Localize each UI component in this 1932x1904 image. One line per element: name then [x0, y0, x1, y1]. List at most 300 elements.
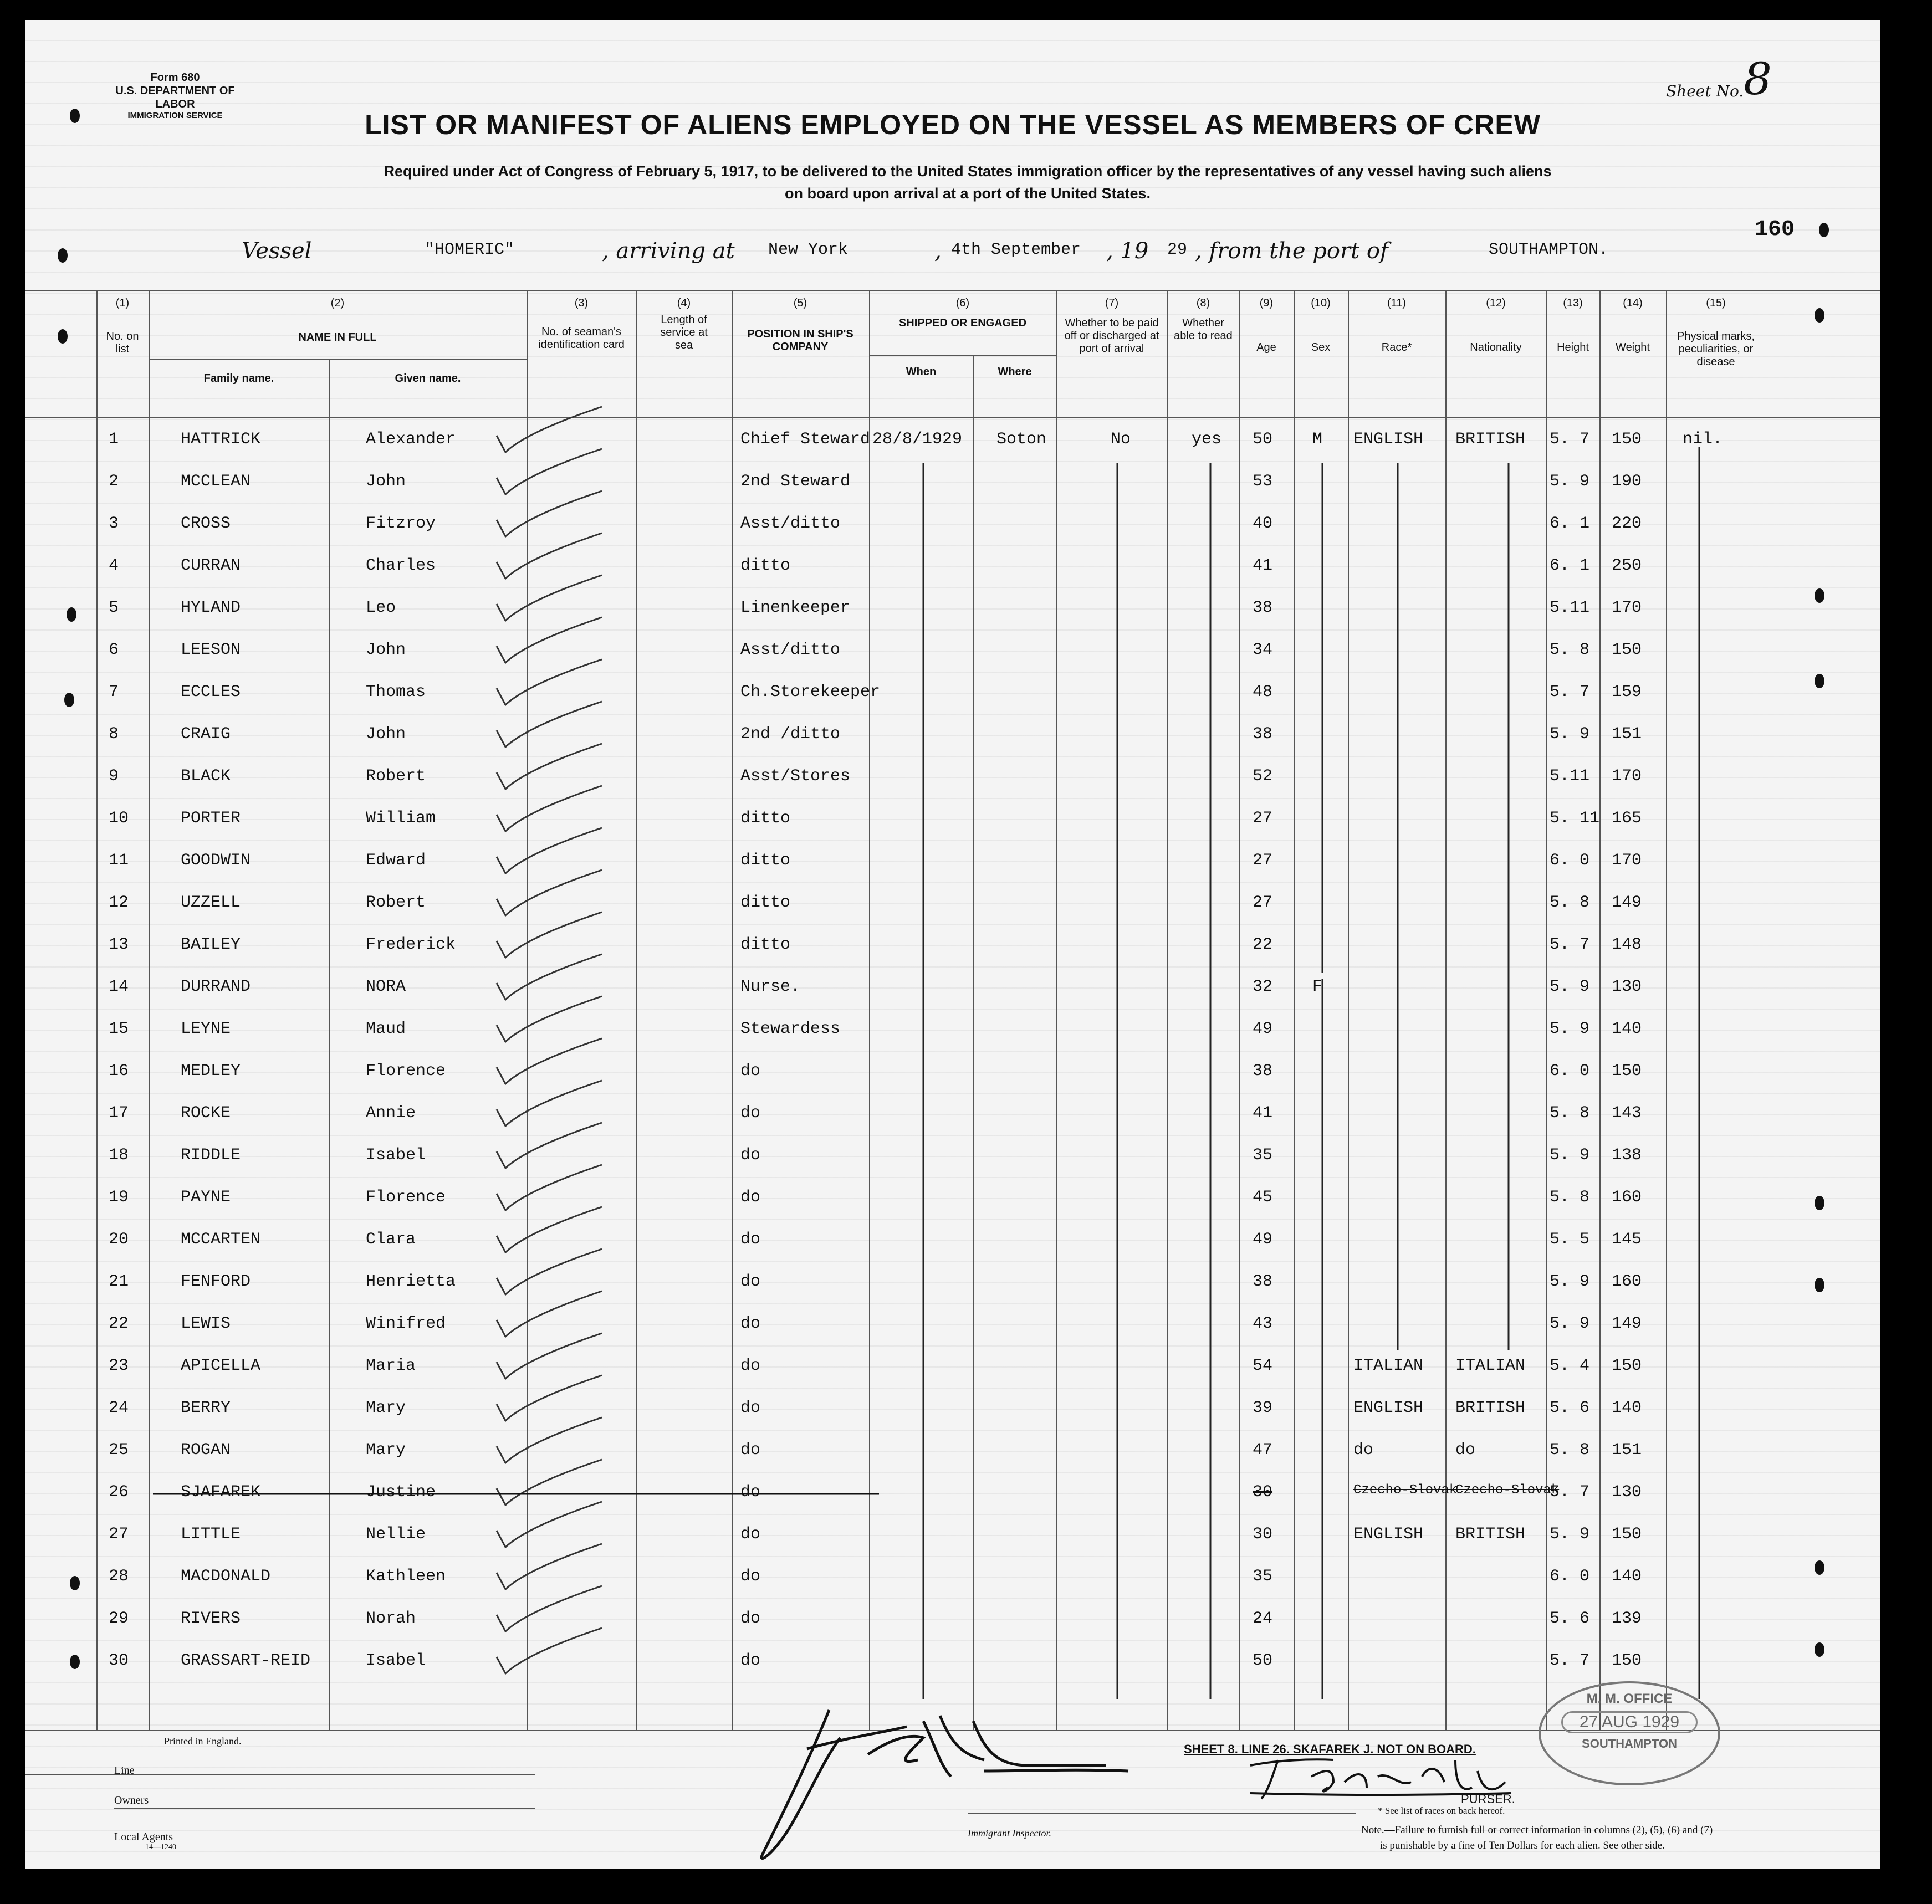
check-mark	[497, 1123, 602, 1168]
weight: 160	[1612, 1188, 1642, 1207]
given-name: Henrietta	[366, 1272, 456, 1291]
race: ENGLISH	[1353, 430, 1424, 449]
family-name: BAILEY	[181, 935, 241, 954]
height: 5. 9	[1550, 472, 1590, 491]
row-number: 12	[109, 893, 129, 912]
row-number: 24	[109, 1399, 129, 1417]
race: ENGLISH	[1353, 1525, 1424, 1544]
weight: 150	[1612, 1357, 1642, 1375]
position: do	[740, 1146, 761, 1165]
position: Chief Steward	[740, 430, 871, 449]
col-1-header: No. on list	[106, 330, 139, 355]
check-mark	[497, 912, 602, 958]
family-name: MCCLEAN	[181, 472, 251, 491]
family-name: HATTRICK	[181, 430, 261, 449]
row-number: 2	[109, 472, 119, 491]
age: 41	[1253, 1104, 1273, 1123]
manifest-page	[25, 20, 1880, 1869]
family-name: ROCKE	[181, 1104, 231, 1123]
age: 39	[1253, 1399, 1273, 1417]
row-number: 13	[109, 935, 129, 954]
col-12-header: Nationality	[1470, 341, 1522, 354]
weight: 170	[1612, 598, 1642, 617]
position: do	[740, 1399, 761, 1417]
check-mark	[497, 996, 602, 1042]
col-4-number: (4)	[677, 297, 691, 309]
check-mark	[497, 1249, 602, 1294]
paid-off: No	[1111, 430, 1131, 449]
col-6-header: SHIPPED OR ENGAGED	[898, 317, 1027, 329]
col-11-header: Race*	[1381, 341, 1412, 354]
check-mark	[497, 870, 602, 915]
col-2-header: NAME IN FULL	[298, 331, 377, 344]
row-number: 27	[109, 1525, 129, 1544]
from-label: , from the port of	[1195, 238, 1388, 264]
check-mark	[497, 617, 602, 663]
note-line-1: Note.—Failure to furnish full or correct information in columns (2), (5), (6) and (7)	[1361, 1824, 1713, 1836]
weight: 151	[1612, 1441, 1642, 1460]
age: 27	[1253, 809, 1273, 828]
check-mark	[497, 1333, 602, 1379]
height: 5. 9	[1550, 1272, 1590, 1291]
given-name: Thomas	[366, 683, 426, 702]
given-name: Fitzroy	[366, 514, 436, 533]
weight: 149	[1612, 893, 1642, 912]
age: 27	[1253, 893, 1273, 912]
race: Czecho-Slovak	[1353, 1483, 1458, 1498]
weight: 151	[1612, 725, 1642, 744]
row-number: 10	[109, 809, 129, 828]
year-suffix: 29	[1167, 240, 1188, 259]
height: 5. 9	[1550, 1020, 1590, 1038]
weight: 130	[1612, 977, 1642, 996]
col-10-number: (10)	[1311, 297, 1331, 309]
check-mark	[497, 491, 602, 536]
family-name: RIDDLE	[181, 1146, 241, 1165]
weight: 139	[1612, 1609, 1642, 1628]
page-count: 160	[1755, 217, 1795, 242]
weight: 140	[1612, 1399, 1642, 1417]
service: IMMIGRATION SERVICE	[127, 111, 223, 120]
age: 30	[1253, 1525, 1273, 1544]
col-5-number: (5)	[793, 297, 807, 309]
position: ditto	[740, 851, 791, 870]
age: 49	[1253, 1230, 1273, 1249]
age: 22	[1253, 935, 1273, 954]
agents-label: Local Agents	[114, 1831, 173, 1843]
year-prefix: , 19	[1106, 238, 1149, 264]
family-name: UZZELL	[181, 893, 241, 912]
weight: 190	[1612, 472, 1642, 491]
row-number: 5	[109, 598, 119, 617]
from-port: SOUTHAMPTON.	[1489, 240, 1609, 259]
col-14-number: (14)	[1623, 297, 1643, 309]
family-name: CROSS	[181, 514, 231, 533]
col-15-number: (15)	[1706, 297, 1726, 309]
check-mark	[497, 1544, 602, 1589]
age: 35	[1253, 1567, 1273, 1586]
col-11-number: (11)	[1387, 297, 1407, 309]
position: do	[740, 1525, 761, 1544]
family-name: FENFORD	[181, 1272, 251, 1291]
age: 41	[1253, 556, 1273, 575]
height: 5. 8	[1550, 893, 1590, 912]
given-name: Leo	[366, 598, 396, 617]
given-name: Charles	[366, 556, 436, 575]
given-name: John	[366, 725, 406, 744]
col-2b-header: Given name.	[395, 372, 461, 385]
sex: M	[1312, 430, 1323, 449]
height: 5. 6	[1550, 1399, 1590, 1417]
sex: F	[1312, 977, 1323, 996]
check-mark	[497, 1291, 602, 1337]
family-name: LEESON	[181, 641, 241, 659]
nationality: do	[1455, 1441, 1476, 1460]
check-mark	[497, 1502, 602, 1547]
given-name: Edward	[366, 851, 426, 870]
printed-in: Printed in England.	[164, 1736, 242, 1747]
age: 45	[1253, 1188, 1273, 1207]
height: 5. 4	[1550, 1357, 1590, 1375]
department: U.S. DEPARTMENT OF LABOR	[115, 85, 235, 110]
row-number: 1	[109, 430, 119, 449]
row-number: 11	[109, 851, 129, 870]
position: ditto	[740, 935, 791, 954]
height: 5. 7	[1550, 430, 1590, 449]
check-mark	[497, 1207, 602, 1252]
col-6a-header: When	[906, 366, 937, 378]
weight: 160	[1612, 1272, 1642, 1291]
position: do	[740, 1272, 761, 1291]
given-name: Mary	[366, 1441, 406, 1460]
row-number: 30	[109, 1651, 129, 1670]
check-mark	[497, 1081, 602, 1126]
weight: 220	[1612, 514, 1642, 533]
check-mark	[497, 1628, 602, 1673]
col-6b-header: Where	[998, 366, 1032, 378]
vessel-name: "HOMERIC"	[425, 240, 515, 259]
age: 35	[1253, 1146, 1273, 1165]
weight: 140	[1612, 1567, 1642, 1586]
race: ITALIAN	[1353, 1357, 1424, 1375]
vessel-label: Vessel	[242, 238, 312, 264]
age: 48	[1253, 683, 1273, 702]
age: 38	[1253, 598, 1273, 617]
col-5-header: POSITION IN SHIP'S COMPANY	[747, 328, 853, 353]
line-label: Line	[114, 1764, 135, 1777]
weight: 145	[1612, 1230, 1642, 1249]
ditto-and-check-marks	[25, 20, 1880, 1869]
weight: 165	[1612, 809, 1642, 828]
col-8-header: Whether able to read	[1174, 317, 1233, 342]
position: 2nd /ditto	[740, 725, 841, 744]
family-name: PORTER	[181, 809, 241, 828]
height: 6. 0	[1550, 1062, 1590, 1081]
col-13-number: (13)	[1563, 297, 1583, 309]
arriving-label: , arriving at	[602, 238, 735, 264]
check-mark	[497, 1165, 602, 1210]
col-1-number: (1)	[115, 297, 130, 309]
position: do	[740, 1062, 761, 1081]
inspector-label: Immigrant Inspector.	[968, 1828, 1051, 1839]
family-name: GOODWIN	[181, 851, 251, 870]
weight: 149	[1612, 1314, 1642, 1333]
weight: 159	[1612, 683, 1642, 702]
weight: 148	[1612, 935, 1642, 954]
age: 40	[1253, 514, 1273, 533]
weight: 170	[1612, 851, 1642, 870]
col-6-number: (6)	[955, 297, 970, 309]
row-number: 16	[109, 1062, 129, 1081]
family-name: MACDONALD	[181, 1567, 271, 1586]
given-name: Frederick	[366, 935, 456, 954]
row-number: 23	[109, 1357, 129, 1375]
weight: 150	[1612, 1525, 1642, 1544]
weight: 140	[1612, 1020, 1642, 1038]
age: 32	[1253, 977, 1273, 996]
position: do	[740, 1609, 761, 1628]
position: do	[740, 1188, 761, 1207]
family-name: HYLAND	[181, 598, 241, 617]
weight: 150	[1612, 430, 1642, 449]
age: 49	[1253, 1020, 1273, 1038]
family-name: APICELLA	[181, 1357, 261, 1375]
height: 6. 0	[1550, 1567, 1590, 1586]
height: 5. 5	[1550, 1230, 1590, 1249]
row-number: 21	[109, 1272, 129, 1291]
given-name: Norah	[366, 1609, 416, 1628]
age: 43	[1253, 1314, 1273, 1333]
nationality: ITALIAN	[1455, 1357, 1526, 1375]
height: 6. 1	[1550, 514, 1590, 533]
check-mark	[497, 1375, 602, 1421]
height: 5. 7	[1550, 1651, 1590, 1670]
check-mark	[497, 407, 602, 452]
family-name: CRAIG	[181, 725, 231, 744]
col-13-header: Height	[1557, 341, 1589, 354]
footer-rule	[25, 1774, 535, 1775]
height: 6. 0	[1550, 851, 1590, 870]
nationality: Czecho-Slovak	[1455, 1483, 1560, 1498]
col-9-header: Age	[1256, 341, 1276, 354]
age: 27	[1253, 851, 1273, 870]
agents-code: 14—1240	[145, 1843, 176, 1851]
age: 47	[1253, 1441, 1273, 1460]
position: do	[740, 1104, 761, 1123]
col-15-header: Physical marks, peculiarities, or disease	[1677, 330, 1755, 368]
age: 54	[1253, 1357, 1273, 1375]
purser-signature	[1245, 1749, 1533, 1810]
stamp-date: 27 AUG 1929	[1561, 1711, 1698, 1733]
position: Linenkeeper	[740, 598, 851, 617]
col-2-number: (2)	[330, 297, 345, 309]
check-mark	[497, 449, 602, 494]
given-name: Kathleen	[366, 1567, 446, 1586]
check-mark	[497, 1586, 602, 1631]
age: 53	[1253, 472, 1273, 491]
weight: 170	[1612, 767, 1642, 786]
height: 5. 7	[1550, 1483, 1590, 1502]
check-mark	[497, 1460, 602, 1505]
row-number: 18	[109, 1146, 129, 1165]
able-to-read: yes	[1192, 430, 1222, 449]
age: 38	[1253, 725, 1273, 744]
check-mark	[497, 533, 602, 579]
height: 5. 6	[1550, 1609, 1590, 1628]
arrival-date: 4th September	[951, 240, 1081, 259]
row-number: 17	[109, 1104, 129, 1123]
position: Nurse.	[740, 977, 801, 996]
height: 5. 8	[1550, 1104, 1590, 1123]
stamp-top: M. M. OFFICE	[1586, 1691, 1673, 1706]
col-4-header: Length of service at sea	[660, 314, 708, 351]
office-stamp	[1539, 1681, 1720, 1785]
height: 5. 7	[1550, 935, 1590, 954]
col-8-number: (8)	[1196, 297, 1210, 309]
row-number: 4	[109, 556, 119, 575]
position: do	[740, 1230, 761, 1249]
col-12-number: (12)	[1486, 297, 1506, 309]
family-name: BLACK	[181, 767, 231, 786]
row-number: 3	[109, 514, 119, 533]
row-number: 26	[109, 1483, 129, 1502]
family-name: MCCARTEN	[181, 1230, 261, 1249]
family-name: LEWIS	[181, 1314, 231, 1333]
row-number: 29	[109, 1609, 129, 1628]
row-number: 14	[109, 977, 129, 996]
position: do	[740, 1651, 761, 1670]
given-name: Annie	[366, 1104, 416, 1123]
family-name: DURRAND	[181, 977, 251, 996]
row-number: 28	[109, 1567, 129, 1586]
family-name: MEDLEY	[181, 1062, 241, 1081]
height: 5. 9	[1550, 977, 1590, 996]
position: do	[740, 1483, 761, 1502]
sheet-number: 8	[1744, 53, 1772, 105]
height: 6. 1	[1550, 556, 1590, 575]
weight: 250	[1612, 556, 1642, 575]
shipped-where: Soton	[996, 430, 1047, 449]
row-number: 8	[109, 725, 119, 744]
subtitle-line-1: Required under Act of Congress of February 5, 1917, to be delivered to the United States immigration officer by the representatives of any vessel having such aliens	[384, 163, 1552, 180]
height: 5.11	[1550, 598, 1590, 617]
check-mark	[497, 786, 602, 831]
height: 5. 8	[1550, 641, 1590, 659]
position: 2nd Steward	[740, 472, 851, 491]
family-name: PAYNE	[181, 1188, 231, 1207]
age: 50	[1253, 430, 1273, 449]
weight: 130	[1612, 1483, 1642, 1502]
inspector-signature	[740, 1688, 1173, 1871]
nationality: BRITISH	[1455, 1399, 1526, 1417]
family-name: SJAFAREK	[181, 1483, 261, 1502]
height: 5.11	[1550, 767, 1590, 786]
height: 5. 8	[1550, 1188, 1590, 1207]
age: 52	[1253, 767, 1273, 786]
position: do	[740, 1441, 761, 1460]
family-name: ROGAN	[181, 1441, 231, 1460]
weight: 150	[1612, 641, 1642, 659]
given-name: Mary	[366, 1399, 406, 1417]
given-name: Justine	[366, 1483, 436, 1502]
age: 38	[1253, 1272, 1273, 1291]
given-name: Florence	[366, 1062, 446, 1081]
given-name: Winifred	[366, 1314, 446, 1333]
given-name: John	[366, 641, 406, 659]
height: 5. 9	[1550, 1146, 1590, 1165]
position: Asst/ditto	[740, 514, 841, 533]
family-name: LEYNE	[181, 1020, 231, 1038]
subtitle-line-2: on board upon arrival at a port of the United States.	[784, 185, 1151, 202]
stamp-bottom: SOUTHAMPTON	[1582, 1737, 1677, 1751]
given-name: Maria	[366, 1357, 416, 1375]
given-name: William	[366, 809, 436, 828]
check-mark	[497, 828, 602, 873]
position: Stewardess	[740, 1020, 841, 1038]
page-title: LIST OR MANIFEST OF ALIENS EMPLOYED ON THE VESSEL AS MEMBERS OF CREW	[365, 109, 1541, 140]
check-mark	[497, 575, 602, 621]
col-14-header: Weight	[1616, 341, 1650, 354]
nationality: BRITISH	[1455, 1525, 1526, 1544]
check-mark	[497, 1417, 602, 1463]
weight: 150	[1612, 1062, 1642, 1081]
given-name: Nellie	[366, 1525, 426, 1544]
row-number: 22	[109, 1314, 129, 1333]
weight: 138	[1612, 1146, 1642, 1165]
row-number: 9	[109, 767, 119, 786]
races-note: * See list of races on back hereof.	[1378, 1805, 1505, 1816]
age: 38	[1253, 1062, 1273, 1081]
age: 30	[1253, 1483, 1273, 1502]
age: 24	[1253, 1609, 1273, 1628]
given-name: Robert	[366, 893, 426, 912]
row-number: 7	[109, 683, 119, 702]
family-name: ECCLES	[181, 683, 241, 702]
nationality: BRITISH	[1455, 430, 1526, 449]
position: ditto	[740, 893, 791, 912]
position: do	[740, 1357, 761, 1375]
race: ENGLISH	[1353, 1399, 1424, 1417]
footer-rule	[114, 1808, 535, 1809]
check-mark	[497, 744, 602, 789]
height: 5. 11	[1550, 809, 1600, 828]
height: 5. 9	[1550, 1525, 1590, 1544]
row-number: 6	[109, 641, 119, 659]
row-number: 20	[109, 1230, 129, 1249]
position: Asst/ditto	[740, 641, 841, 659]
height: 5. 9	[1550, 725, 1590, 744]
given-name: NORA	[366, 977, 406, 996]
weight: 143	[1612, 1104, 1642, 1123]
position: do	[740, 1314, 761, 1333]
given-name: Isabel	[366, 1651, 426, 1670]
given-name: Alexander	[366, 430, 456, 449]
family-name: GRASSART-REID	[181, 1651, 311, 1670]
col-7-number: (7)	[1105, 297, 1119, 309]
family-name: BERRY	[181, 1399, 231, 1417]
physical-marks: nil.	[1683, 430, 1723, 449]
race: do	[1353, 1441, 1374, 1460]
family-name: RIVERS	[181, 1609, 241, 1628]
family-name: LITTLE	[181, 1525, 241, 1544]
check-mark	[497, 954, 602, 1000]
position: ditto	[740, 556, 791, 575]
comma: ,	[934, 238, 942, 264]
family-name: CURRAN	[181, 556, 241, 575]
owners-label: Owners	[114, 1794, 149, 1806]
col-10-header: Sex	[1311, 341, 1331, 354]
shipped-when: 28/8/1929	[872, 430, 963, 449]
